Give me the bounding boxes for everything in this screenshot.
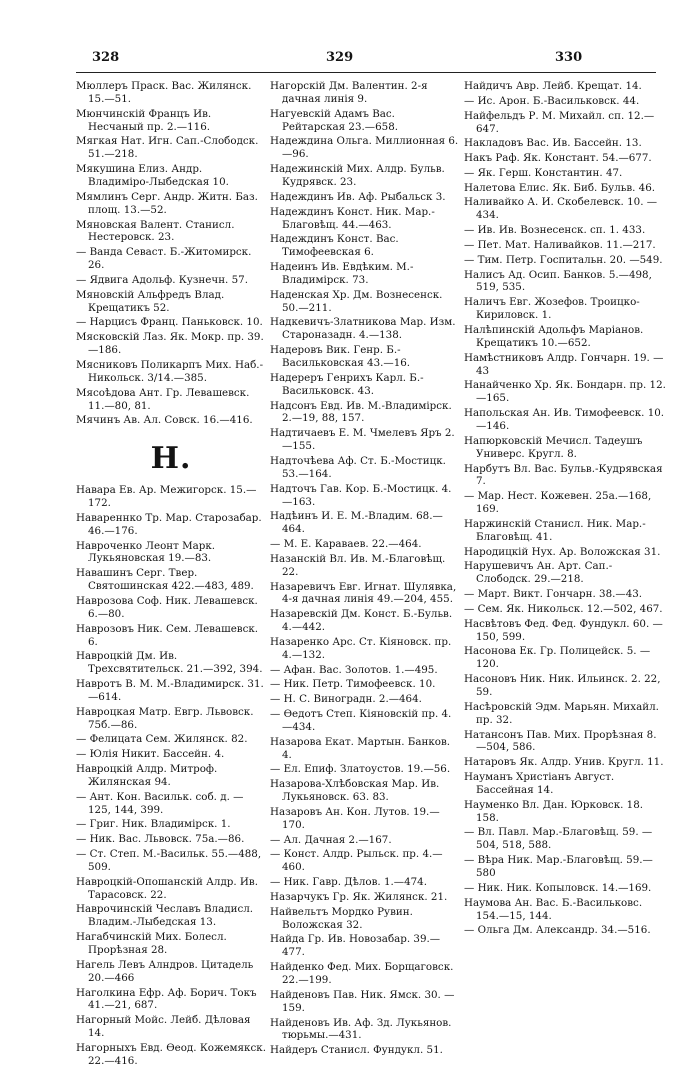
directory-entry: Навроцкая Матр. Евгр. Львовск. 75б.—86.	[76, 705, 254, 731]
directory-entry: Навроцкій-Опошанскій Алдр. Ив. Тарасовск. 22.	[76, 875, 258, 901]
directory-entry: — Март. Викт. Гончарн. 38.—43.	[464, 588, 643, 601]
section-letter: Н.	[150, 441, 192, 477]
directory-entry: — Ел. Епиф. Златоустов. 19.—56.	[270, 763, 451, 776]
directory-entry: Надереръ Генрихъ Карл. Б.-Васильковск. 43.	[270, 371, 424, 397]
directory-entry: Налетова Елис. Як. Биб. Бульв. 46.	[464, 181, 656, 194]
directory-entry: Найда Гр. Ив. Новозабар. 39.—477.	[270, 933, 441, 959]
directory-entry: Найденко Фед. Мих. Борщаговск. 22.—199.	[270, 961, 454, 987]
directory-entry: Надтичаевъ Е. М. Чмелевъ Яръ 2. —155.	[270, 427, 455, 453]
directory-entry: — Ник. Гавр. Дѣлов. 1.—474.	[270, 876, 427, 889]
directory-entry: — Пет. Мат. Наливайков. 11.—217.	[464, 238, 656, 251]
directory-entry: Найденовъ Ив. Аф. Зд. Лукьянов. тюрьмы.—431.	[270, 1016, 452, 1042]
directory-entry: Мягкая Нат. Игн. Сап.-Слободск. 51.—218.	[76, 135, 259, 161]
directory-entry: Найвельтъ Мордко Рувин. Воложская 32.	[270, 905, 413, 931]
directory-entry: Наденская Хр. Дм. Вознесенск. 50.—211.	[270, 288, 443, 314]
directory-entry: Мясоѣдова Ант. Гр. Левашевск. 11.—80, 81.	[76, 386, 250, 412]
directory-entry: Надеждинъ Конст. Ник. Мар.-Благовѣщ. 44.—463.	[270, 205, 435, 231]
entries-before-section	[76, 80, 266, 427]
directory-entry: — Ванда Севаст. Б.-Житомирск. 26.	[76, 246, 252, 272]
directory-entry: — Конст. Алдр. Рыльск. пр. 4.—460.	[270, 848, 443, 874]
directory-entry: Найфельдъ Р. М. Михайл. сп. 12.—647.	[464, 109, 655, 135]
directory-entry: Насоновъ Ник. Ник. Ильинск. 2. 22, 59.	[464, 673, 661, 699]
page-number-right: 330	[555, 50, 583, 65]
directory-entry: — Мар. Нест. Кожевен. 25а.—168, 169.	[464, 490, 652, 516]
directory-entry: Найденовъ Пав. Ник. Ямск. 30. —159.	[270, 988, 455, 1014]
directory-entry: Надкевичъ-Златникова Мар. Изм. Староназадн. 4.—138.	[270, 316, 456, 342]
directory-entry: Науменко Вл. Дан. Юрковск. 18. 158.	[464, 798, 644, 824]
page-header	[0, 50, 681, 72]
directory-entry: — Ольга Дм. Александр. 34.—516.	[464, 924, 651, 937]
directory-entry: — Ис. Арон. Б.-Васильковск. 44.	[464, 94, 640, 107]
directory-entry: — Ник. Ник. Копыловск. 14.—169.	[464, 881, 652, 894]
directory-entry: Нанайченко Хр. Як. Бондарн. пр. 12.—165.	[464, 379, 666, 405]
directory-entry: Нагуевскій Адамъ Вас. Рейтарская 23.—658.	[270, 107, 399, 133]
page-number-left: 328	[92, 50, 120, 65]
directory-entry: Найдеръ Станисл. Фундукл. 51.	[270, 1044, 443, 1057]
directory-entry: Надсонъ Евд. Ив. М.-Владимірск. 2.—19, 88, 157.	[270, 399, 452, 425]
page-number-center: 329	[326, 50, 354, 65]
directory-entry: — Ядвига Адольф. Кузнечн. 57.	[76, 273, 248, 286]
directory-entry: Навротъ В. М. М.-Владимирск. 31.—614.	[76, 678, 264, 703]
directory-entry: Насонова Ек. Гр. Полицейск. 5. —120.	[464, 645, 651, 671]
directory-entry: — Ник. Вас. Львовск. 75а.—86.	[76, 833, 245, 846]
directory-entry: Народицкій Нух. Ар. Воложская 31.	[464, 545, 661, 558]
directory-entry: Насѣровскій Эдм. Марьян. Михайл. пр. 32.	[464, 700, 659, 726]
directory-entry: — Ант. Кон. Васильк. соб. д. —125, 144, 399.	[76, 790, 244, 816]
directory-entry: Найдичъ Авр. Лейб. Крещат. 14.	[464, 80, 642, 92]
directory-entry: Надеинъ Ив. Евдѣким. М.-Владимірск. 73.	[270, 261, 414, 286]
directory-entry: Назаренко Арс. Ст. Кіяновск. пр. 4.—132.	[270, 635, 452, 661]
directory-entry: Наличъ Евг. Жозефов. Троицко-Кириловск. 1.	[464, 296, 640, 322]
directory-entry: Науманъ Христіанъ Август. Бассейная 14.	[464, 771, 615, 796]
directory-entry: — Григ. Ник. Владимірск. 1.	[76, 818, 231, 831]
directory-entry: — Ѳедотъ Степ. Кіяновскій пр. 4.—434.	[270, 708, 452, 733]
column-left	[76, 80, 266, 1070]
directory-entry: Навроченко Леонт Марк. Лукьяновская 19.—83.	[76, 539, 216, 565]
directory-entry: Намѣстниковъ Алдр. Гончарн. 19. —43	[464, 351, 664, 377]
directory-entry: Надежинскій Мих. Алдр. Бульв. Кудрявск. 23.	[270, 163, 445, 189]
directory-entry: Нагорскій Дм. Валентин. 2-я дачная линія 9.	[270, 80, 428, 105]
directory-entry: Накъ Раф. Як. Констант. 54.—677.	[464, 152, 652, 165]
column-middle	[270, 80, 460, 1059]
directory-entry: Навашинъ Серг. Твер. Святошинская 422.—483, 489.	[76, 567, 254, 593]
directory-entry: Наврозовъ Ник. Сем. Левашевск. 6.	[76, 622, 259, 648]
directory-entry: Нагель Левъ Алндров. Цитадель 20.—466	[76, 958, 254, 984]
directory-entry: Наливайко А. И. Скобелевск. 10. —434.	[464, 196, 658, 222]
directory-entry: Навроцкій Алдр. Митроф. Жилянская 94.	[76, 763, 218, 788]
directory-entry: Надточъ Гав. Кор. Б.-Мостицк. 4.—163.	[270, 482, 452, 508]
directory-entry: — Ал. Дачная 2.—167.	[270, 833, 392, 846]
directory-entry: Наголкина Ефр. Аф. Борич. Токъ 41.—21, 687.	[76, 986, 257, 1012]
directory-entry: Наржинскій Станисл. Ник. Мар.-Благовѣщ. 41.	[464, 517, 646, 543]
directory-entry: Наумова Ан. Вас. Б.-Васильковс. 154.—15, 144.	[464, 896, 643, 922]
directory-entry: Назарова Екат. Мартын. Банков. 4.	[270, 735, 451, 761]
directory-entry: Мюллеръ Праск. Вас. Жилянск. 15.—51.	[76, 80, 252, 105]
directory-entry: Нагорный Мойс. Лейб. Дѣловая 14.	[76, 1014, 251, 1040]
directory-entry: Напольская Ан. Ив. Тимофеевск. 10.—146.	[464, 407, 665, 432]
directory-entry: Мюнчинскій Францъ Ив. Несчаный пр. 2.—116.	[76, 107, 212, 133]
directory-entry: — Ст. Степ. М.-Васильк. 55.—488, 509.	[76, 848, 262, 873]
directory-entry: Навроцкій Дм. Ив. Трехсвятительск. 21.—392, 394.	[76, 650, 263, 676]
directory-entry: — Вѣра Ник. Мар.-Благовѣщ. 59.—580	[464, 854, 653, 880]
directory-entry: Назаровъ Ан. Кон. Лутов. 19.—170.	[270, 805, 440, 831]
directory-entry: Навареннко Тр. Мар. Старозабар. 46.—176.	[76, 511, 262, 537]
directory-entry: — Фелицата Сем. Жилянск. 82.	[76, 733, 248, 746]
directory-entry: — Нарцисъ Франц. Паньковск. 10.	[76, 316, 263, 329]
directory-entry: Мякушина Елиз. Андр. Владиміро-Лыбедская 10.	[76, 163, 229, 189]
directory-entry: Надточѣева Аф. Ст. Б.-Мостицк. 53.—164.	[270, 454, 446, 480]
directory-entry: Мяновская Валент. Станисл. Нестеровск. 23.	[76, 218, 235, 244]
directory-entry: Наврозова Соф. Ник. Левашевск. 6.—80.	[76, 594, 258, 620]
directory-entry: — Ив. Ив. Вознесенск. сп. 1. 433.	[464, 224, 646, 237]
directory-entry: Натаровъ Як. Алдр. Унив. Кругл. 11.	[464, 756, 664, 769]
directory-entry: Нарушевичъ Ан. Арт. Сап.-Слободск. 29.—218.	[464, 560, 613, 586]
directory-entry: — Тим. Петр. Госпитальн. 20. —549.	[464, 253, 663, 266]
directory-entry: Надеждина Ольга. Миллионная 6.—96.	[270, 135, 459, 161]
entries-after-section	[76, 484, 266, 1068]
directory-entry: Налѣпинскій Адольфъ Маріанов. Крещатикъ 10.—652.	[464, 323, 644, 349]
directory-entry: Навара Ев. Ар. Межигорск. 15.—172.	[76, 484, 257, 510]
directory-entry: Мямлинъ Серг. Андр. Житн. Баз. площ. 13.—52.	[76, 190, 258, 216]
directory-entry: Насвѣтовъ Фед. Фед. Фундукл. 60. —150, 599.	[464, 617, 663, 643]
directory-entry: — М. Е. Караваев. 22.—464.	[270, 538, 422, 551]
directory-entry: Нагорныхъ Евд. Ѳеод. Кожемякск. 22.—416.	[76, 1041, 266, 1067]
directory-entry: Назарова-Хлѣбовская Мар. Ив. Лукьяновск. 63. 83.	[270, 778, 440, 804]
directory-entry: Назанскій Вл. Ив. М.-Благовѣщ. 22.	[270, 552, 446, 578]
directory-entry: — Афан. Вас. Золотов. 1.—495.	[270, 663, 438, 676]
column-right	[464, 80, 666, 939]
directory-entry: Мяновскій Альфредъ Влад. Крещатикъ 52.	[76, 288, 225, 314]
directory-entry: Назаревскій Дм. Конст. Б.-Бульв. 4.—442.	[270, 608, 453, 634]
directory-entry: Надѣинъ И. Е. М.-Владим. 68.—464.	[270, 510, 443, 536]
directory-entry: Наврочинскій Чеславъ Владисл. Владим.-Лыбедская 13.	[76, 903, 254, 929]
header-rule	[76, 72, 656, 73]
directory-entry: Надеждинъ Конст. Вас. Тимофеевская 6.	[270, 233, 399, 259]
directory-entry: Налисъ Ад. Осип. Банков. 5.—498, 519, 535.	[464, 268, 652, 294]
directory-entry: Нарбутъ Вл. Вас. Бульв.-Кудрявская 7.	[464, 462, 663, 488]
directory-entry: Назарчукъ Гр. Як. Жилянск. 21.	[270, 890, 448, 903]
directory-entry: — Сем. Як. Никольск. 12.—502, 467.	[464, 602, 663, 615]
directory-entry: Мясковскій Лаз. Як. Мокр. пр. 39.—186.	[76, 331, 264, 357]
directory-entry: Надеровъ Вик. Генр. Б.-Васильковская 43.—16.	[270, 344, 411, 370]
directory-entry: — Вл. Павл. Мар.-Благовѣщ. 59. —504, 518, 588.	[464, 826, 653, 852]
directory-entry: Напюрковскій Мечисл. Тадеушъ Универс. Кругл. 8.	[464, 434, 643, 460]
directory-entry: Натансонъ Пав. Мих. Прорѣзная 8.—504, 586.	[464, 728, 657, 754]
directory-entry: Мячинъ Ав. Ал. Совск. 16.—416.	[76, 414, 253, 427]
directory-entry: Накладовъ Вас. Ив. Бассейн. 13.	[464, 137, 642, 150]
directory-entry: — Юлія Никит. Бассейн. 4.	[76, 748, 225, 761]
directory-entry: Нагабчинскій Мих. Болесл. Прорѣзная 28.	[76, 931, 227, 957]
directory-entry: — Як. Герш. Константин. 47.	[464, 166, 623, 179]
directory-entry: Назаревичъ Евг. Игнат. Шулявка, 4-я дачная линія 49.—204, 455.	[270, 580, 457, 606]
directory-entry: — Н. С. Виноградн. 2.—464.	[270, 693, 422, 706]
directory-entry: — Ник. Петр. Тимофеевск. 10.	[270, 678, 436, 691]
directory-entry: Надеждинъ Ив. Аф. Рыбальск 3.	[270, 190, 446, 203]
directory-entry: Мясниковъ Поликарпъ Мих. Наб.-Никольск. 3/14.—385.	[76, 358, 264, 384]
